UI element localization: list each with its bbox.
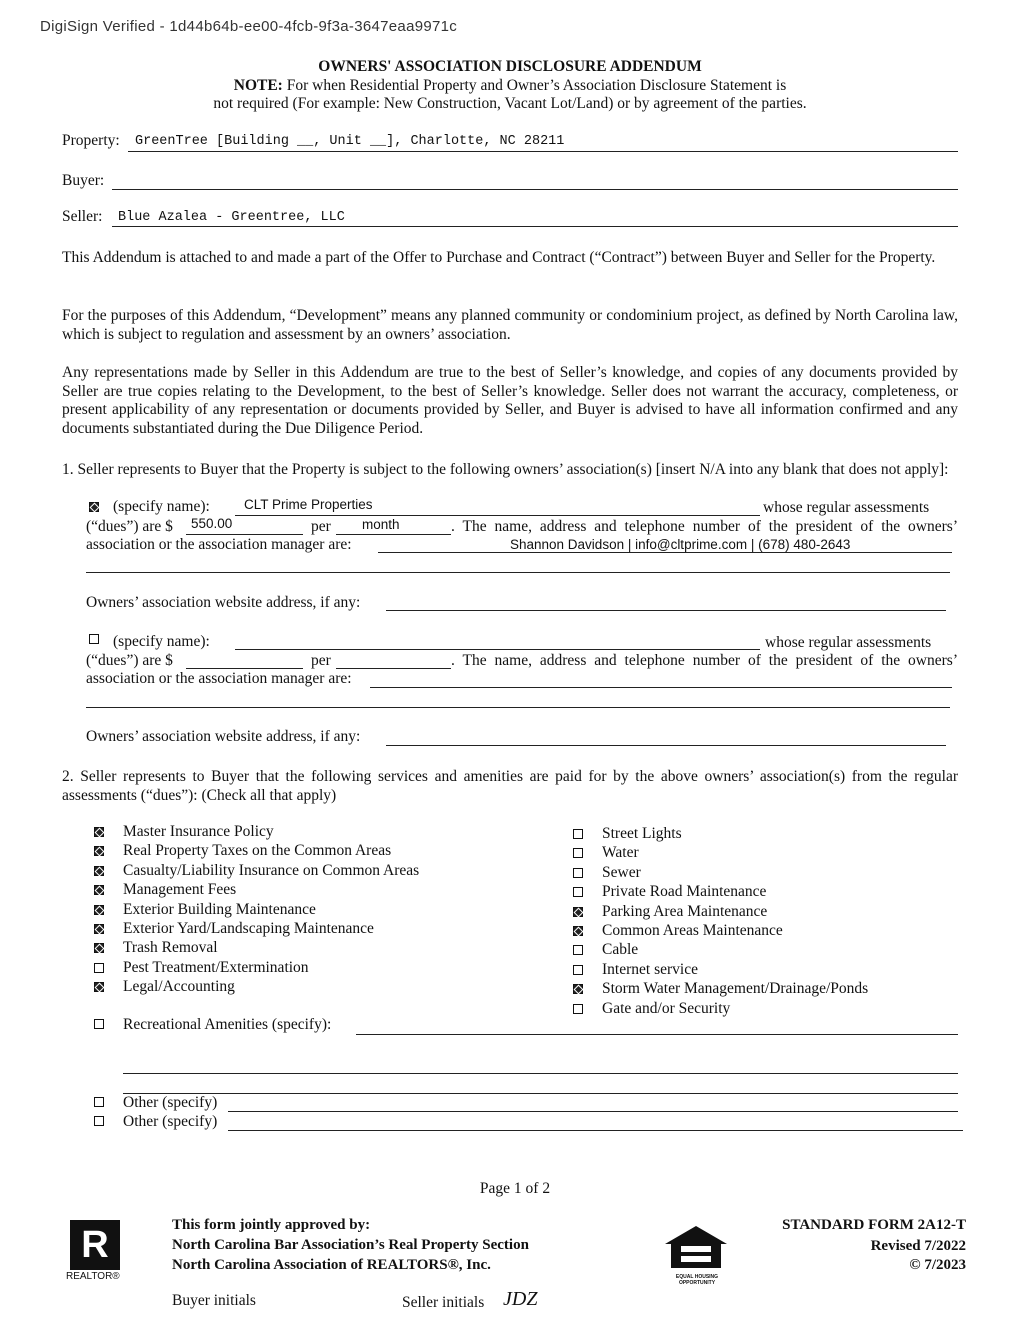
buyer-line: [112, 189, 958, 190]
note-line-2: not required (For example: New Construction, Vacant Lot/Land) or by agreement of the parties.: [213, 95, 807, 112]
service-right-label-9: Gate and/or Security: [602, 999, 731, 1017]
other-2-checkbox[interactable]: [94, 1116, 104, 1126]
assoc-2-website-label: Owners’ association website address, if any:: [86, 728, 361, 745]
service-left-label-8: Legal/Accounting: [123, 978, 235, 996]
assoc-1-specify-label: (specify name):: [113, 498, 210, 515]
service-right-checkbox-4[interactable]: [573, 907, 583, 917]
service-right-checkbox-5[interactable]: [573, 926, 583, 936]
service-right-checkbox-6[interactable]: [573, 945, 583, 955]
form-title: OWNERS' ASSOCIATION DISCLOSURE ADDENDUM: [318, 58, 702, 75]
assoc-1-manager-field[interactable]: Shannon Davidson | info@cltprime.com | (678) 480-2643: [510, 537, 851, 552]
service-right-checkbox-1[interactable]: [573, 848, 583, 858]
service-left-label-4: Exterior Building Maintenance: [123, 900, 316, 918]
seller-line: [112, 226, 958, 227]
service-left-checkbox-0[interactable]: [94, 827, 104, 837]
service-right-label-0: Street Lights: [602, 825, 682, 842]
service-right-checkbox-3[interactable]: [573, 887, 583, 897]
assoc-2-website-field[interactable]: [386, 745, 946, 746]
page-number: Page 1 of 2: [479, 1180, 551, 1197]
assoc-2-manager-field[interactable]: [370, 687, 952, 688]
assoc-1-dues-label: (“dues”) are $: [86, 518, 173, 535]
assoc-1-website-field[interactable]: [386, 610, 946, 611]
service-right-label-4: Parking Area Maintenance: [602, 902, 768, 920]
assoc-1-dues-line: [186, 534, 303, 535]
service-left-label-5: Exterior Yard/Landscaping Maintenance: [123, 920, 374, 937]
form-id: STANDARD FORM 2A12-T: [782, 1217, 966, 1233]
assoc-2-specify-label: (specify name):: [113, 633, 210, 650]
approved-line-1: This form jointly approved by:: [172, 1217, 371, 1233]
equal-housing-text: EQUAL HOUSING OPPORTUNITY: [675, 1274, 719, 1286]
service-left-checkbox-3[interactable]: [94, 885, 104, 895]
buyer-label: Buyer:: [62, 172, 105, 189]
service-right-label-6: Cable: [602, 941, 639, 959]
seller-label: Seller:: [62, 208, 103, 225]
paragraph-representations: Any representations made by Seller in this Addendum are true to the best of Seller’s knowledge, and copies of any documents provided by Seller are true copies relating to the Development, to the best of Seller’s knowledge. Seller does not warrant the accuracy, completeness, or present applicability of any representation or documents provided by Seller, and Buyer is advised to have all information confirmed and any documents substantiated during the Due Diligence Period.: [62, 364, 958, 437]
recreational-label: Recreational Amenities (specify):: [123, 1016, 332, 1033]
other-2-field[interactable]: [228, 1130, 963, 1131]
service-left-checkbox-2[interactable]: [94, 866, 104, 876]
recreational-field[interactable]: [356, 1034, 958, 1035]
approved-line-2: North Carolina Bar Association’s Real Property Section: [172, 1237, 529, 1253]
service-right-label-5: Common Areas Maintenance: [602, 922, 783, 939]
other-1-checkbox[interactable]: [94, 1097, 104, 1107]
recreational-line-3: [123, 1093, 958, 1094]
paragraph-contract: This Addendum is attached to and made a part of the Offer to Purchase and Contract (“Contract”) between Buyer and Seller for the Property.: [62, 249, 936, 266]
assoc-2-name-field[interactable]: [235, 649, 760, 650]
assoc-1-period-field[interactable]: month: [362, 517, 400, 532]
other-1-label: Other (specify): [123, 1094, 218, 1111]
recreational-line-2: [123, 1073, 958, 1074]
service-left-checkbox-8[interactable]: [94, 982, 104, 992]
form-copyright: © 7/2023: [909, 1257, 966, 1273]
service-left-label-7: Pest Treatment/Extermination: [123, 958, 309, 976]
service-right-label-7: Internet service: [602, 960, 698, 978]
seller-field[interactable]: Blue Azalea - Greentree, LLC: [118, 210, 345, 225]
service-right-checkbox-7[interactable]: [573, 965, 583, 975]
assoc-1-manager-label: association or the association manager are:: [86, 536, 352, 553]
recreational-checkbox[interactable]: [94, 1019, 104, 1029]
service-right-checkbox-0[interactable]: [573, 829, 583, 839]
paragraph-development: For the purposes of this Addendum, “Development” means any planned community or condominium project, as defined by North Carolina law, which is subject to regulation and assessment by an owners’ association.: [62, 307, 958, 343]
assoc-1-website-label: Owners’ association website address, if any:: [86, 594, 361, 611]
seller-initials-value[interactable]: JDZ: [503, 1288, 538, 1310]
other-2-label: Other (specify): [123, 1113, 218, 1130]
realtor-logo-text: REALTOR®: [66, 1271, 120, 1282]
service-right-label-2: Sewer: [602, 863, 641, 881]
property-field[interactable]: GreenTree [Building __, Unit __], Charlotte, NC 28211: [135, 134, 565, 149]
assoc-1-dues-field[interactable]: 550.00: [191, 516, 233, 531]
assoc-2-whose-label: whose regular assessments: [765, 634, 932, 651]
assoc-1-name-field[interactable]: CLT Prime Properties: [244, 497, 373, 512]
service-left-label-1: Real Property Taxes on the Common Areas: [123, 842, 392, 860]
service-left-checkbox-1[interactable]: [94, 846, 104, 856]
service-right-checkbox-9[interactable]: [573, 1004, 583, 1014]
service-right-label-8: Storm Water Management/Drainage/Ponds: [602, 980, 869, 998]
verification-stamp: DigiSign Verified - 1d44b64b-ee00-4fcb-9f3a-3647eaa9971c: [40, 18, 458, 35]
buyer-initials-label: Buyer initials: [172, 1292, 256, 1309]
service-right-label-1: Water: [602, 844, 639, 862]
service-left-label-0: Master Insurance Policy: [123, 823, 274, 840]
property-label: Property:: [62, 132, 120, 149]
service-right-checkbox-2[interactable]: [573, 868, 583, 878]
assoc-1-period-line: [336, 534, 451, 535]
assoc-1-per-label: per: [311, 518, 331, 535]
assoc-1-manager-line: [378, 552, 952, 553]
service-right-label-3: Private Road Maintenance: [602, 883, 767, 901]
property-line: [128, 151, 958, 152]
assoc-2-dues-field[interactable]: [186, 668, 303, 669]
service-left-checkbox-6[interactable]: [94, 943, 104, 953]
assoc-1-checkbox[interactable]: [89, 502, 99, 512]
other-1-field[interactable]: [228, 1111, 958, 1112]
form-revised: Revised 7/2022: [870, 1238, 966, 1254]
section-1-intro: 1. Seller represents to Buyer that the Property is subject to the following owners’ association(s) [insert N/A into any blank that does not apply]:: [62, 461, 949, 478]
service-left-checkbox-4[interactable]: [94, 905, 104, 915]
service-left-label-6: Trash Removal: [123, 939, 218, 957]
assoc-2-manager-line-2: [86, 707, 950, 708]
seller-initials-label: Seller initials: [402, 1294, 485, 1311]
assoc-1-whose-label: whose regular assessments: [763, 499, 930, 516]
assoc-2-checkbox[interactable]: [89, 634, 99, 644]
assoc-2-manager-label: association or the association manager are:: [86, 670, 352, 687]
realtor-logo: [70, 1220, 120, 1270]
assoc-1-name-address-label: . The name, address and telephone number of the president of the owners’: [451, 518, 958, 535]
service-left-checkbox-5[interactable]: [94, 924, 104, 934]
service-right-checkbox-8[interactable]: [573, 984, 583, 994]
assoc-2-per-label: per: [311, 652, 331, 669]
assoc-2-name-address-label: . The name, address and telephone number of the president of the owners’: [451, 652, 958, 669]
section-2-intro: 2. Seller represents to Buyer that the following services and amenities are paid for by the above owners’ association(s) from the regular assessments (“dues”): (Check all that apply): [62, 768, 958, 804]
assoc-1-manager-line-2: [86, 572, 950, 573]
service-left-checkbox-7[interactable]: [94, 963, 104, 973]
assoc-2-period-field[interactable]: [336, 668, 451, 669]
note-line-1: NOTE: For when Residential Property and Owner’s Association Disclosure Statement is: [233, 77, 787, 94]
assoc-2-dues-label: (“dues”) are $: [86, 652, 173, 669]
service-left-label-2: Casualty/Liability Insurance on Common Areas: [123, 861, 420, 879]
approved-line-3: North Carolina Association of REALTORS®, Inc.: [172, 1257, 491, 1273]
service-left-label-3: Management Fees: [123, 881, 237, 899]
assoc-1-name-line: [235, 515, 760, 516]
